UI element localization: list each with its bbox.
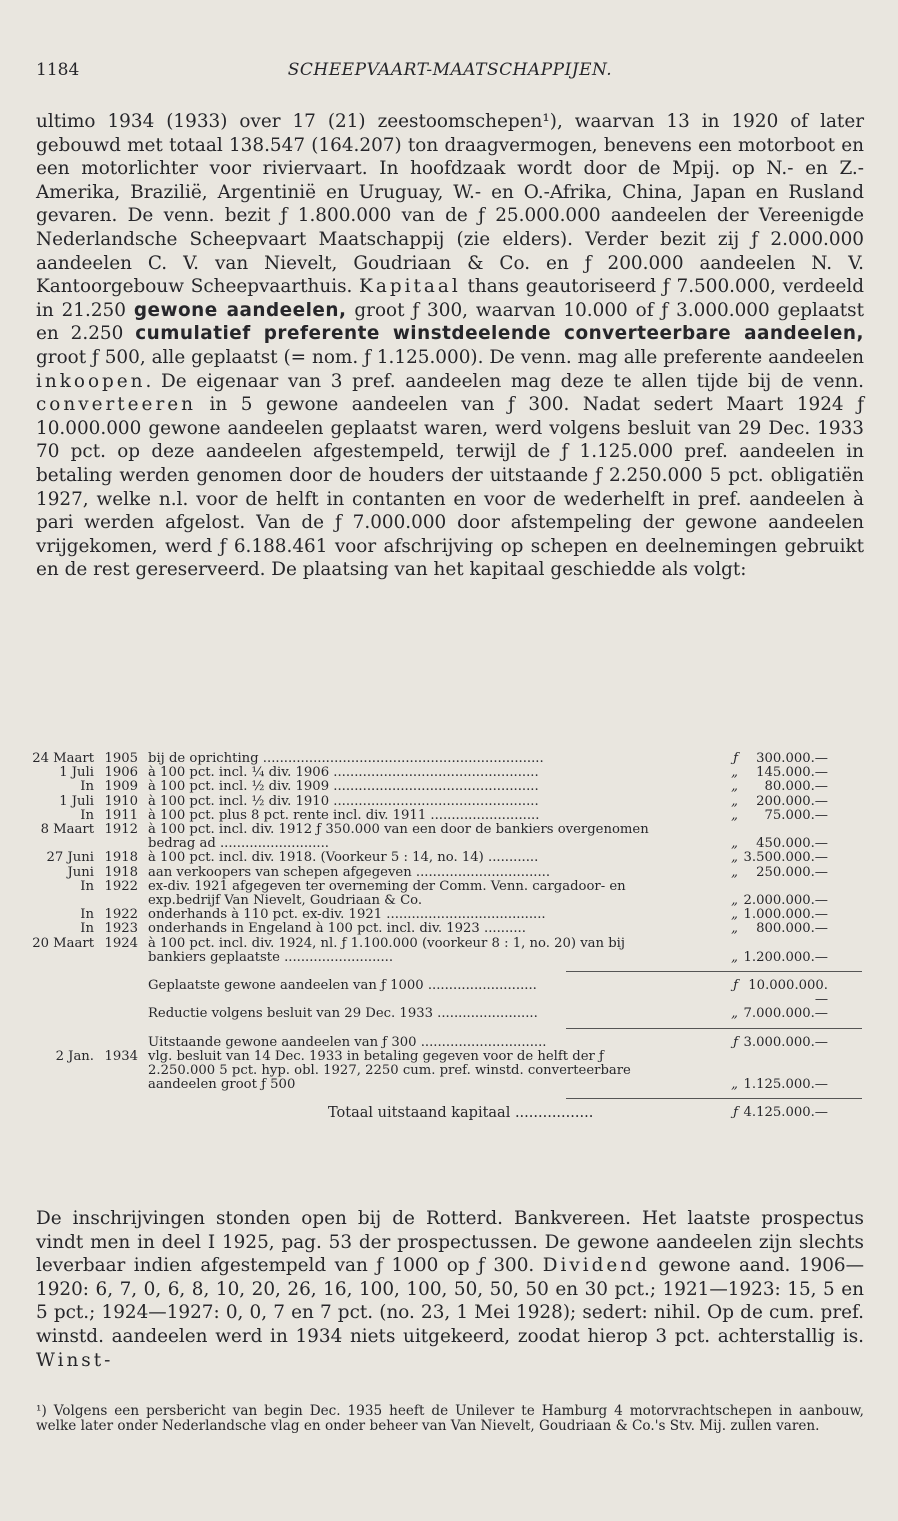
subtotal-currency: ƒ — [733, 978, 738, 994]
row-description: à 100 pct. incl. div. 1912 ƒ 350.000 van een door de bankiers overgenomen bedrag ad .......................... — [148, 822, 649, 852]
text-segment: ultimo 1934 (1933) over 17 (21) zeestoomschepen¹), waarvan 13 in 1920 of later gebouwd met totaal 138.547 (164.207) ton draagvermogen, benevens een motorboot en een motorlichter voor riviervaart. In hoofdzaak wordt door de Mpij. op N.- en Z.-Amerika, Brazilië, Argentinië en Uruguay, W.- en O.-Afrika, China, Japan en Rusland gevaren. De venn. bezit ƒ 1.800.000 van de ƒ 25.000.000 aandeelen der Vereenigde Nederlandsche Scheepvaart Maatschappij (zie elders). Verder bezit zij ƒ 2.000.000 aandeelen C. V. van Nievelt, Goudriaan & Co. en ƒ 200.000 aandeelen N. V. Kantoorgebouw Scheepvaarthuis. — [36, 111, 864, 298]
row-year: 1924 — [104, 935, 138, 951]
row-currency: „ — [731, 949, 738, 965]
keyword-dividend: Dividend — [542, 1255, 650, 1277]
text-segment: De inschrijvingen stonden open bij de Rotterd. Bankvereen. Het laatste prospectus vindt men in deel I 1925, pag. 53 der prospectussen. De gewone aandeelen zijn slechts leverbaar indien afgestempeld van ƒ 1000 op ƒ 300. — [36, 1208, 864, 1277]
row-amount: 200.000.— — [756, 793, 828, 809]
row-amount: 2.000.000.— — [743, 893, 828, 909]
page-number: 1184 — [36, 60, 80, 80]
row-year: 1918 — [104, 850, 138, 866]
text-segment: groot ƒ 300, waarvan 10.000 of ƒ 3.000.000 geplaatst en 2.250 — [36, 299, 865, 345]
table-rule — [566, 1028, 862, 1029]
reduction-label: Reductie volgens besluit van 29 Dec. 1933 ........................ — [148, 1006, 538, 1022]
row-date: In — [80, 807, 94, 823]
total-row — [30, 1106, 862, 1120]
row-year: 1909 — [104, 779, 138, 795]
row-currency: „ — [731, 765, 738, 781]
row-currency: „ — [731, 907, 738, 923]
outstanding-amount: 3.000.000.— — [743, 1034, 828, 1050]
row-year: 1910 — [104, 793, 138, 809]
row-description: à 100 pct. incl. ½ div. 1910 ................................................. — [148, 793, 539, 809]
row-description: aan verkoopers van schepen afgegeven ................................ — [148, 864, 551, 880]
subtotal-amount: 10.000.000.— — [748, 978, 828, 1008]
reduction-row — [30, 1007, 862, 1021]
row-currency: „ — [731, 779, 738, 795]
row-date: 1 Juli — [59, 765, 94, 781]
row-description: à 100 pct. incl. ¼ div. 1906 ................................................. — [148, 765, 539, 781]
row-date: 8 Maart — [40, 822, 94, 838]
table-row — [30, 866, 862, 880]
row-currency: „ — [731, 807, 738, 823]
row-currency: „ — [731, 864, 738, 880]
row-year: 1906 — [104, 765, 138, 781]
row-year: 1912 — [104, 822, 138, 838]
keyword-kapitaal: Kapitaal — [359, 276, 461, 298]
company-description-paragraph — [36, 110, 864, 582]
keyword-inkoopen: inkoopen — [36, 370, 146, 392]
row-description: onderhands à 110 pct. ex-div. 1921 ...................................... — [148, 907, 546, 923]
subtotal-label: Geplaatste gewone aandeelen van ƒ 1000 .......................... — [148, 978, 537, 994]
total-currency: ƒ — [733, 1105, 738, 1121]
keyword-cumulatief-preferente: cumulatief preferente winstdeelende converteerbare aandeelen, — [135, 323, 864, 345]
row-description: vlg. besluit van 14 Dec. 1933 in betaling gegeven voor de helft der ƒ 2.250.000 5 pct. hyp. obl. 1927, 2250 cum. pref. winstd. converteerbare aandeelen groot ƒ 500 — [148, 1048, 631, 1093]
row-currency: „ — [731, 921, 738, 937]
row-year: 1918 — [104, 864, 138, 880]
row-currency: „ — [731, 793, 738, 809]
table-row — [30, 780, 862, 794]
row-amount: 75.000.— — [764, 807, 828, 823]
row-date: In — [80, 907, 94, 923]
row-description: onderhands in Engeland à 100 pct. incl. div. 1923 .......... — [148, 921, 526, 937]
row-description: à 100 pct. incl. div. 1918. (Voorkeur 5 : 14, no. 14) ............ — [148, 850, 539, 866]
table-row — [30, 795, 862, 809]
reduction-currency: „ — [731, 1006, 738, 1022]
row-year: 1911 — [104, 807, 138, 823]
table-rule — [566, 971, 862, 972]
row-year: 1905 — [104, 751, 138, 766]
keyword-converteeren: converteeren — [36, 394, 196, 416]
row-date: 27 Juni — [46, 850, 94, 866]
table-row — [30, 937, 862, 965]
row-year: 1934 — [104, 1048, 138, 1064]
footnote: ¹) Volgens een persbericht van begin Dec. 1935 heeft de Unilever te Hamburg 4 motorvrachtschepen in aanbouw, welke later onder Nederlandsche vlag en onder beheer van Van Nievelt, Goudriaan & Co.'s Stv. Mij. zullen varen. — [36, 1403, 864, 1434]
total-label: Totaal uitstaand kapitaal ................. — [328, 1105, 594, 1122]
dividend-paragraph — [36, 1207, 864, 1372]
text-segment: groot ƒ 500, alle geplaatst (= nom. ƒ 1.125.000). De venn. mag alle preferente aandeelen — [36, 346, 864, 368]
reduction-amount: 7.000.000.— — [743, 1006, 828, 1022]
row-description: à 100 pct. incl. ½ div. 1909 ................................................. — [148, 779, 539, 795]
table-row — [30, 752, 862, 766]
row-amount: 800.000.— — [756, 921, 828, 937]
row-amount: 3.500.000.— — [743, 850, 828, 866]
row-amount: 1.000.000.— — [743, 907, 828, 923]
row-year: 1923 — [104, 921, 138, 937]
outstanding-currency: ƒ — [733, 1034, 738, 1050]
row-description: ex-div. 1921 afgegeven ter overneming der Comm. Venn. cargadoor- en exp.bedrijf Van Nievelt, Goudriaan & Co. — [148, 878, 626, 909]
running-title: SCHEEPVAART-MAATSCHAPPIJEN. — [287, 60, 613, 80]
keyword-gewone-aandeelen: gewone aandeelen, — [133, 299, 347, 321]
table-row — [30, 809, 862, 823]
text-segment: thans geautoriseerd ƒ 7.500.000, verdeeld in 21.250 — [36, 276, 864, 321]
capital-placement-table — [30, 752, 862, 1121]
row-currency: „ — [731, 850, 738, 866]
table-row — [30, 851, 862, 865]
table-row — [30, 908, 862, 922]
row-amount: 80.000.— — [764, 779, 828, 795]
row-amount: 450.000.— — [756, 836, 828, 852]
row-amount: 1.200.000.— — [743, 949, 828, 965]
subtotal-row — [30, 979, 862, 1007]
row-currency: „ — [731, 1077, 738, 1093]
row-amount: 1.125.000.— — [743, 1077, 828, 1093]
table-row — [30, 922, 862, 936]
row-date: In — [80, 779, 94, 795]
row-description: bij de oprichting ................................................................... — [148, 751, 544, 766]
row-amount: 250.000.— — [756, 864, 828, 880]
table-rule — [566, 1098, 862, 1099]
row-date: Juni — [67, 864, 94, 880]
outstanding-label: Uitstaande gewone aandeelen van ƒ 300 .............................. — [148, 1034, 547, 1050]
row-year: 1922 — [104, 878, 138, 894]
row-currency: ƒ — [733, 751, 738, 766]
keyword-winst: Winst- — [36, 1349, 114, 1371]
row-currency: „ — [731, 893, 738, 909]
row-date: In — [80, 921, 94, 937]
table-row — [30, 823, 862, 851]
total-amount: 4.125.000.— — [743, 1105, 828, 1121]
row-date: 24 Maart — [32, 751, 94, 766]
outstanding-row — [30, 1036, 862, 1050]
row-date: 2 Jan. — [55, 1048, 94, 1064]
text-segment: . De eigenaar van 3 pref. aandeelen mag deze te allen tijde bij de venn. — [145, 370, 864, 392]
text-segment: in 5 gewone aandeelen van ƒ 300. Nadat sedert Maart 1924 ƒ 10.000.000 gewone aandeelen geplaatst waren, werd volgens besluit van 29 Dec. 1933 70 pct. op deze aandeelen afgestempeld, terwijl de ƒ 1.125.000 pref. aandeelen in betaling werden genomen door de houders der uitstaande ƒ 2.250.000 5 pct. obligatiën 1927, welke n.l. voor de helft in contanten en voor de wederhelft in pref. aandeelen à pari werden afgelost. Van de ƒ 7.000.000 door afstempeling der gewone aandeelen vrijgekomen, werd ƒ 6.188.461 voor afschrijving op schepen en deelnemingen gebruikt en de rest gereserveerd. De plaatsing van het kapitaal geschiedde als volgt: — [36, 394, 864, 581]
conversion-row — [30, 1050, 862, 1093]
row-date: 20 Maart — [32, 935, 94, 951]
row-year: 1922 — [104, 907, 138, 923]
row-date: In — [80, 878, 94, 894]
page-header — [36, 60, 864, 84]
table-row — [30, 766, 862, 780]
row-amount: 300.000.— — [756, 751, 828, 766]
row-description: à 100 pct. plus 8 pct. rente incl. div. 1911 .......................... — [148, 807, 540, 823]
row-date: 1 Juli — [59, 793, 94, 809]
text-segment: gewone aand. 1906—1920: 6, 7, 0, 6, 8, 10, 20, 26, 16, 100, 100, 50, 50, 50 en 30 pct.; 1921—1923: 15, 5 en 5 pct.; 1924—1927: 0, 0, 7 en 7 pct. (no. 23, 1 Mei 1928); sedert: nihil. Op de cum. pref. winstd. aandeelen werd in 1934 niets uitgekeerd, zoodat hierop 3 pct. achterstallig is. — [36, 1255, 864, 1347]
row-description: à 100 pct. incl. div. 1924, nl. ƒ 1.100.000 (voorkeur 8 : 1, no. 20) van bij bankiers geplaatste .......................... — [148, 935, 625, 965]
table-row — [30, 880, 862, 908]
row-currency: „ — [731, 836, 738, 852]
row-amount: 145.000.— — [756, 765, 828, 781]
